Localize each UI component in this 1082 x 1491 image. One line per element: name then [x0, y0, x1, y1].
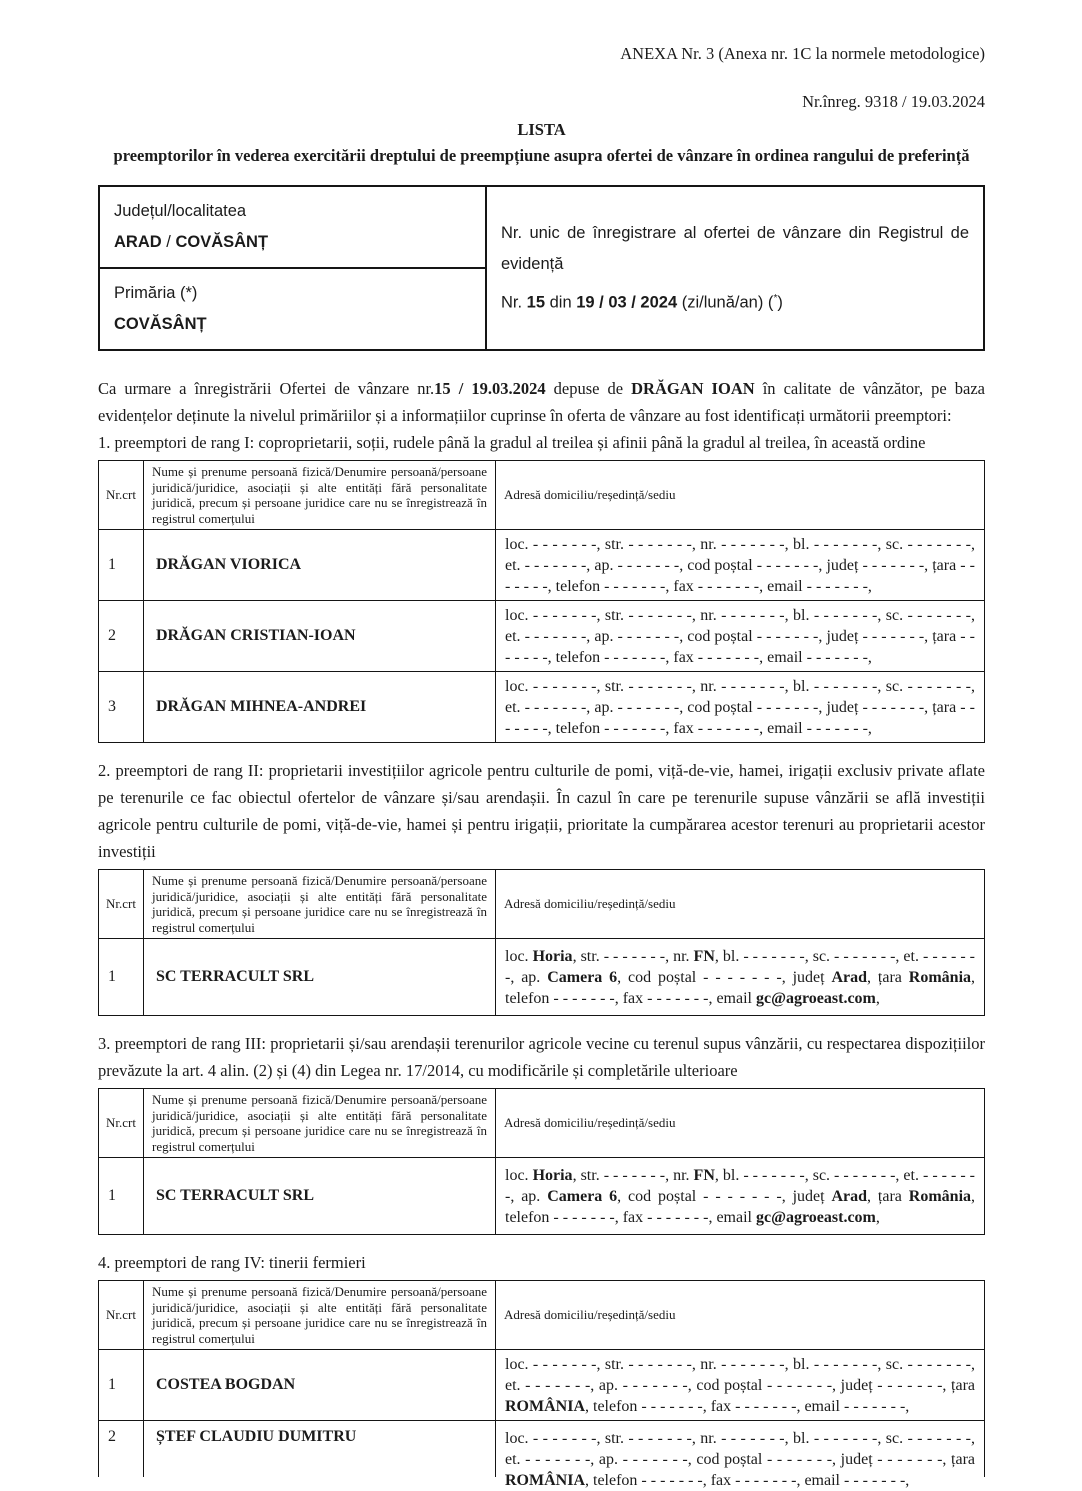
preemptor-name: DRĂGAN MIHNEA-ANDREI: [144, 672, 496, 743]
col-header-name: Nume și prenume persoană fizică/Denumire persoană/persoane juridică/juridice, asociații și alte entități fără personalitate juridică, precum și persoane juridice care nu se înregistrează în registrul comerțului: [144, 1281, 496, 1350]
county-label: Județul/localitatea: [114, 202, 247, 220]
rang2-table: [98, 869, 985, 1016]
preemptor-name: ȘTEF CLAUDIU DUMITRU: [144, 1421, 496, 1478]
row-number: 1: [99, 939, 144, 1016]
row-number: 1: [99, 1350, 144, 1421]
table-row: [99, 939, 985, 1016]
row-number: 2: [99, 1421, 144, 1478]
table-row: [99, 1158, 985, 1235]
preemptor-address: loc. - - - - - - -, str. - - - - - - -, nr. - - - - - - -, bl. - - - - - - -, sc. - - - - - - -, et. - - - - - - -, ap. - - - - - - -, cod poștal - - - - - - -, județ - - - - - - -, țara ROMÂNIA, telefon - - - - - - -, fax - - - - - - -, email - - - - - - -,: [496, 1421, 985, 1478]
offer-registration-label: Nr. unic de înregistrare al ofertei de vânzare din Registrul de evidență: [501, 223, 969, 273]
table-header-row: [99, 461, 985, 530]
document-subtitle: preemptorilor în vederea exercitării dreptului de preempțiune asupra ofertei de vânzare în ordinea rangului de preferință: [113, 146, 970, 165]
anexa-header: ANEXA Nr. 3 (Anexa nr. 1C la normele metodologice): [620, 44, 985, 63]
preemptor-name: DRĂGAN VIORICA: [144, 530, 496, 601]
preemptor-address: loc. - - - - - - -, str. - - - - - - -, nr. - - - - - - -, bl. - - - - - - -, sc. - - - - - - -, et. - - - - - - -, ap. - - - - - - -, cod poștal - - - - - - -, județ - - - - - - -, țara - - - - - - -, telefon - - - - - - -, fax - - - - - - -, email - - - - - - -,: [496, 672, 985, 743]
col-header-nr: Nr.crt: [99, 1089, 144, 1158]
row-number: 3: [99, 672, 144, 743]
county-row: [99, 186, 984, 268]
table-row: [99, 530, 985, 601]
registration-number-line: Nr.înreg. 9318 / 19.03.2024: [802, 92, 985, 111]
intro-paragraph: Ca urmare a înregistrării Ofertei de vânzare nr.15 / 19.03.2024 depuse de DRĂGAN IOAN în calitate de vânzător, pe baza evidențelor deținute la nivelul primăriilor și a informațiilor cuprinse în oferta de vânzare au fost identificați următorii preemptori:: [98, 379, 985, 425]
row-number: 1: [99, 1158, 144, 1235]
county-value: ARAD / COVĂSÂNȚ: [114, 233, 269, 251]
primaria-label: Primăria (*): [114, 284, 198, 302]
preemptor-address: loc. Horia, str. - - - - - - -, nr. FN, bl. - - - - - - -, sc. - - - - - - -, et. - - - - - - -, ap. Camera 6, cod poștal - - - - - - -, județ Arad, țara România, telefon - - - - - - -, fax - - - - - - -, email gc@agroeast.com,: [496, 939, 985, 1016]
preemptor-name: SC TERRACULT SRL: [144, 939, 496, 1016]
col-header-nr: Nr.crt: [99, 1281, 144, 1350]
table-row: [99, 601, 985, 672]
preemptor-name: SC TERRACULT SRL: [144, 1158, 496, 1235]
preemptor-name: DRĂGAN CRISTIAN-IOAN: [144, 601, 496, 672]
col-header-name: Nume și prenume persoană fizică/Denumire persoană/persoane juridică/juridice, asociații și alte entități fără personalitate juridică, precum și persoane juridice care nu se înregistrează în registrul comerțului: [144, 870, 496, 939]
rang3-heading: 3. preemptori de rang III: proprietarii și/sau arendașii terenurilor agricole vecine cu terenul supus vânzării, cu respectarea dispozițiilor prevăzute la art. 4 alin. (2) și (4) din Legea nr. 17/2014, cu modificările și completările ulterioare: [98, 1034, 985, 1080]
rang4-table: [98, 1280, 985, 1489]
offer-registration-value: Nr. 15 din 19 / 03 / 2024 (zi/lună/an) (*): [501, 292, 783, 312]
table-row: [99, 672, 985, 743]
county-cell: [99, 186, 486, 268]
rang4-heading: 4. preemptori de rang IV: tinerii fermieri: [98, 1253, 366, 1272]
rang2-heading: 2. preemptori de rang II: proprietarii investițiilor agricole pentru culturile de pomi, viță-de-vie, hamei, irigații exclusiv private aflate pe terenurile ce fac obiectul ofertelor de vânzare și/sau arendașii. În cazul în care pe terenurile supuse vânzării se află investiții agricole pentru culturile de pomi, viță-de-vie, hamei și pentru irigații, prioritate la cumpărarea acestor terenuri au proprietarii acestor investiții: [98, 761, 985, 861]
preemptor-address: loc. Horia, str. - - - - - - -, nr. FN, bl. - - - - - - -, sc. - - - - - - -, et. - - - - - - -, ap. Camera 6, cod poștal - - - - - - -, județ Arad, țara România, telefon - - - - - - -, fax - - - - - - -, email gc@agroeast.com,: [496, 1158, 985, 1235]
row-number: 1: [99, 530, 144, 601]
preemptor-address: loc. - - - - - - -, str. - - - - - - -, nr. - - - - - - -, bl. - - - - - - -, sc. - - - - - - -, et. - - - - - - -, ap. - - - - - - -, cod poștal - - - - - - -, județ - - - - - - -, țara ROMÂNIA, telefon - - - - - - -, fax - - - - - - -, email - - - - - - -,: [496, 1350, 985, 1421]
table-row: [99, 1350, 985, 1421]
table-header-row: [99, 1281, 985, 1350]
document-title: LISTA: [517, 120, 566, 139]
col-header-nr: Nr.crt: [99, 461, 144, 530]
preemptor-name: COSTEA BOGDAN: [144, 1350, 496, 1421]
col-header-address: Adresă domiciliu/reședință/sediu: [496, 461, 985, 530]
col-header-address: Adresă domiciliu/reședință/sediu: [496, 870, 985, 939]
offer-registration-cell: [486, 186, 984, 350]
primaria-value: COVĂSÂNȚ: [114, 315, 207, 333]
col-header-name: Nume și prenume persoană fizică/Denumire persoană/persoane juridică/juridice, asociații și alte entități fără personalitate juridică, precum și persoane juridice care nu se înregistrează în registrul comerțului: [144, 461, 496, 530]
col-header-address: Adresă domiciliu/reședință/sediu: [496, 1089, 985, 1158]
col-header-name: Nume și prenume persoană fizică/Denumire persoană/persoane juridică/juridice, asociații și alte entități fără personalitate juridică, precum și persoane juridice care nu se înregistrează în registrul comerțului: [144, 1089, 496, 1158]
col-header-nr: Nr.crt: [99, 870, 144, 939]
rang1-table: [98, 460, 985, 743]
preemptor-address: loc. - - - - - - -, str. - - - - - - -, nr. - - - - - - -, bl. - - - - - - -, sc. - - - - - - -, et. - - - - - - -, ap. - - - - - - -, cod poștal - - - - - - -, județ - - - - - - -, țara - - - - - - -, telefon - - - - - - -, fax - - - - - - -, email - - - - - - -,: [496, 530, 985, 601]
rang3-table: [98, 1088, 985, 1235]
table-header-row: [99, 870, 985, 939]
primaria-cell: [99, 268, 486, 350]
rang1-heading: 1. preemptori de rang I: coproprietarii, soții, rudele până la gradul al treilea și afinii până la gradul al treilea, în această ordine: [98, 433, 926, 452]
row-number: 2: [99, 601, 144, 672]
registration-info-table: [98, 185, 985, 351]
preemptor-address: loc. - - - - - - -, str. - - - - - - -, nr. - - - - - - -, bl. - - - - - - -, sc. - - - - - - -, et. - - - - - - -, ap. - - - - - - -, cod poștal - - - - - - -, județ - - - - - - -, țara - - - - - - -, telefon - - - - - - -, fax - - - - - - -, email - - - - - - -,: [496, 601, 985, 672]
table-header-row: [99, 1089, 985, 1158]
col-header-address: Adresă domiciliu/reședință/sediu: [496, 1281, 985, 1350]
table-row-clipped: [99, 1421, 985, 1478]
